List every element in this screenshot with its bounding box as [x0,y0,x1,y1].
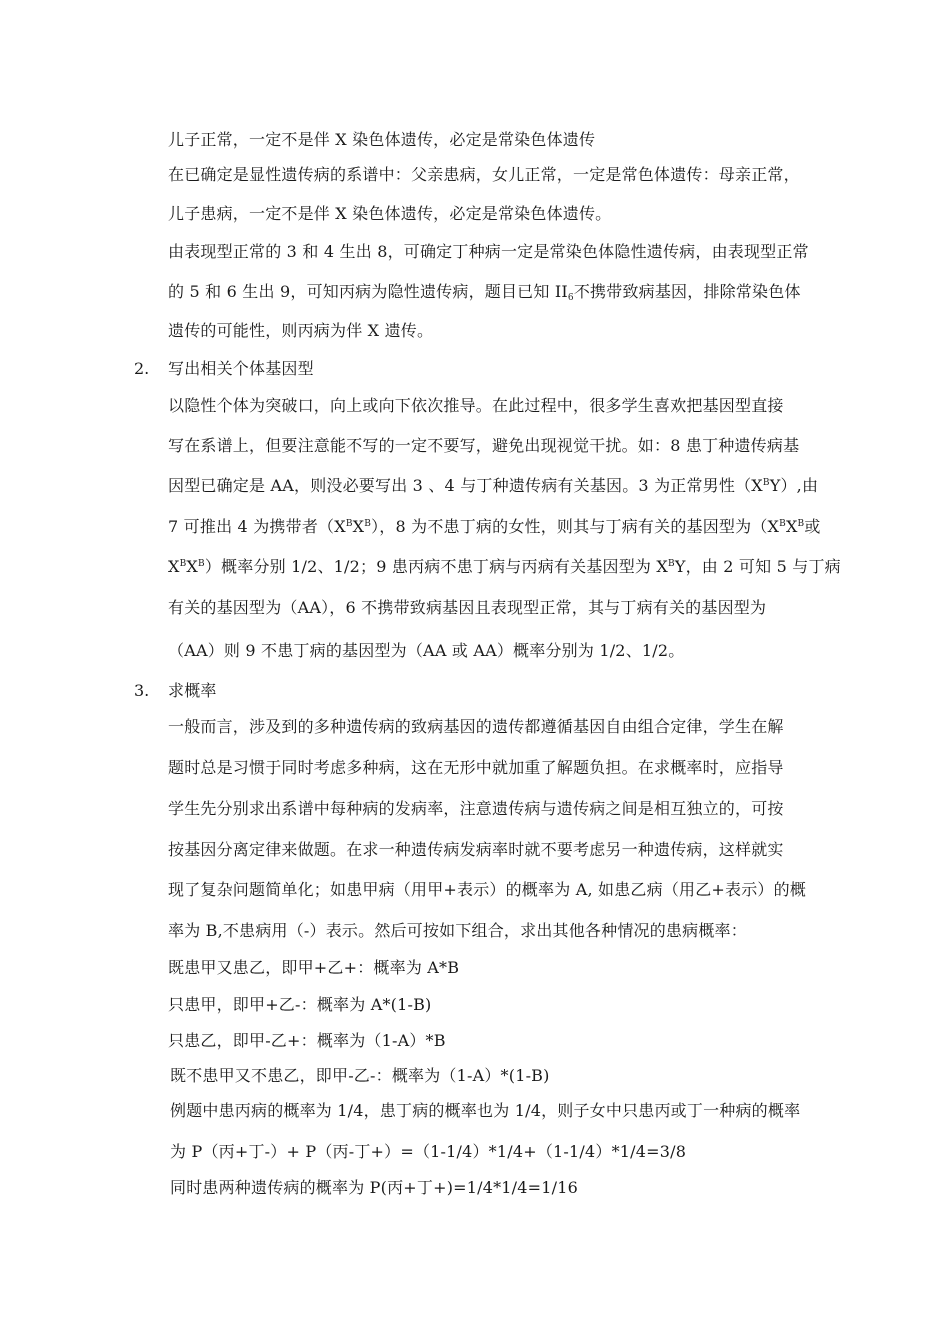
text-line: 儿子患病，一定不是伴 X 染色体遗传，必定是常染色体遗传。 [168,204,612,223]
text-line: 有关的基因型为（AA），6 不携带致病基因且表现型正常，其与丁病有关的基因型为 [168,598,767,617]
text-line: 只患乙，即甲-乙+：概率为（1-A）*B [168,1031,446,1050]
text-line: 既不患甲又不患乙，即甲-乙-：概率为（1-A）*(1-B) [170,1066,550,1085]
text-line: 按基因分离定律来做题。在求一种遗传病发病率时就不要考虑另一种遗传病，这样就实 [168,840,784,859]
text-line: 率为 B,不患病用（-）表示。然后可按如下组合，求出其他各种情况的患病概率： [168,921,747,940]
text-line: 的 5 和 6 生出 9，可知丙病为隐性遗传病，题目已知 $II_6$不携带致病基因，排除常染色体 [168,282,801,303]
section-number: 3. [134,681,150,700]
section-number: 2. [134,359,150,378]
text-line: 7 可推出 4 为携带者$(X^BX^B)$，8 为不患丁病的女性，则其与丁病有关的基因型为（$X^BX^B$或 [168,517,821,536]
text-line: 由表现型正常的 3 和 4 生出 8，可确定丁种病一定是常染色体隐性遗传病，由表现型正常 [168,242,809,261]
text-line: 现了复杂问题简单化；如患甲病（用甲+表示）的概率为 A, 如患乙病（用乙+表示）的概 [168,880,807,899]
text-line: 题时总是习惯于同时考虑多种病，这在无形中就加重了解题负担。在求概率时，应指导 [168,758,784,777]
text-line: 遗传的可能性，则丙病为伴 X 遗传。 [168,321,434,340]
text-line: 为 P（丙+丁-）+ P（丙-丁+）=（1-1/4）*1/4+（1-1/4）*1/4=3/8 [170,1142,687,1161]
text-line: 例题中患丙病的概率为 1/4，患丁病的概率也为 1/4，则子女中只患丙或丁一种病的概率 [170,1101,801,1120]
text-line: 因型已确定是 AA，则没必要写出 3 、4 与丁种遗传病有关基因。3 为正常男性$(X^BY)$,由 [168,476,819,495]
text-line: 儿子正常，一定不是伴 X 染色体遗传，必定是常染色体遗传 [168,130,596,149]
text-line: 写在系谱上，但要注意能不写的一定不要写，避免出现视觉干扰。如：8 患丁种遗传病基 [168,436,800,455]
text-line: $X^BX^B$）概率分别 1/2、1/2；9 患丙病不患丁病与丙病有关基因型为 $X^BY$，由 2 可知 5 与丁病 [168,557,841,576]
text-line: 在已确定是显性遗传病的系谱中：父亲患病，女儿正常，一定是常色体遗传：母亲正常， [168,165,800,184]
section-heading: 写出相关个体基因型 [168,359,314,378]
text-line: 同时患两种遗传病的概率为 P(丙+丁+)=1/4*1/4=1/16 [170,1178,578,1197]
section-heading: 求概率 [168,681,217,700]
text-line: 只患甲，即甲+乙-：概率为 A*(1-B) [168,995,432,1014]
text-line: 以隐性个体为突破口，向上或向下依次推导。在此过程中，很多学生喜欢把基因型直接 [168,396,784,415]
text-line: （AA）则 9 不患丁病的基因型为（AA 或 AA）概率分别为 1/2、1/2。 [168,641,685,660]
text-line: 既患甲又患乙，即甲+乙+：概率为 A*B [168,958,460,977]
text-line: 一般而言，涉及到的多种遗传病的致病基因的遗传都遵循基因自由组合定律，学生在解 [168,717,784,736]
text-line: 学生先分别求出系谱中每种病的发病率，注意遗传病与遗传病之间是相互独立的，可按 [168,799,784,818]
